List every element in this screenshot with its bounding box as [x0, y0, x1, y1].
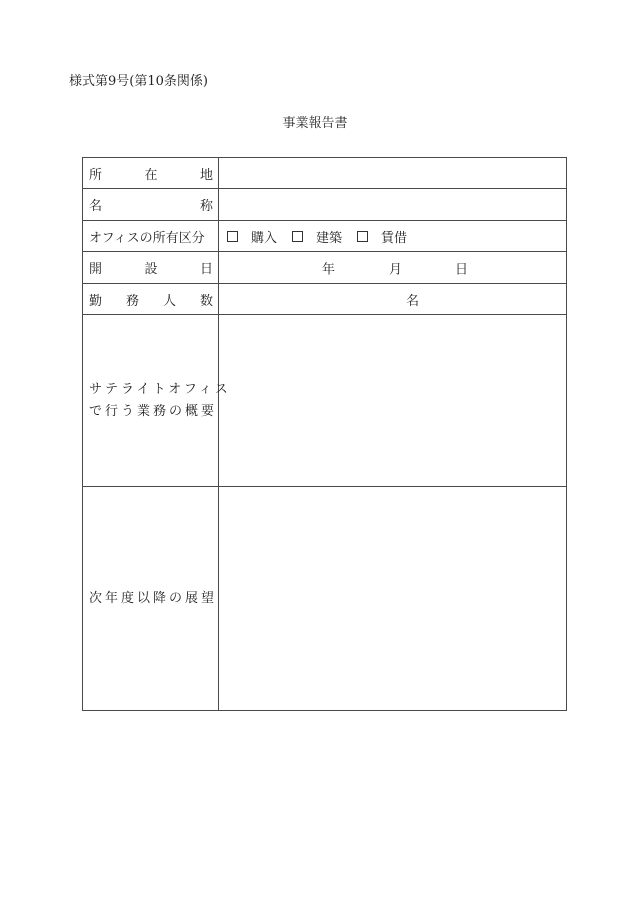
option-build[interactable]	[292, 227, 342, 246]
row-opening-date	[83, 252, 567, 284]
label-char: 地	[199, 167, 213, 183]
business-overview-field[interactable]	[219, 315, 567, 487]
opening-date-field[interactable]	[219, 252, 567, 284]
label-char: 設	[144, 262, 158, 277]
option-label: 賃借	[381, 230, 408, 246]
label-char: 務	[125, 293, 139, 309]
label-char: 名	[89, 199, 103, 214]
option-label: 建築	[316, 230, 343, 246]
year-unit: 年	[322, 262, 336, 277]
option-purchase[interactable]	[227, 227, 277, 246]
label-char: 勤	[89, 293, 103, 309]
row-business-overview	[83, 315, 567, 487]
document-title: 事業報告書	[282, 116, 348, 131]
ownership-options	[219, 221, 567, 252]
label-line: サテライトオフィス	[89, 381, 231, 397]
employees-field[interactable]	[219, 284, 567, 315]
row-address	[83, 158, 567, 189]
row-future-outlook	[83, 487, 567, 711]
label-char: 在	[144, 167, 158, 183]
checkbox-icon[interactable]	[292, 231, 303, 242]
row-ownership	[83, 221, 567, 252]
label-char: 称	[199, 199, 213, 214]
label-ownership: オフィスの所有区分	[83, 221, 219, 252]
label-char: 所	[89, 167, 103, 183]
label-future-outlook: 次年度以降の展望	[83, 487, 219, 711]
future-outlook-field[interactable]	[219, 487, 567, 711]
report-table	[82, 157, 567, 711]
option-label: 購入	[251, 230, 278, 246]
name-field[interactable]	[219, 189, 567, 221]
checkbox-icon[interactable]	[227, 231, 238, 242]
label-business-overview	[83, 315, 231, 487]
label-name	[83, 189, 219, 221]
label-address	[83, 158, 219, 189]
label-employees	[83, 284, 219, 315]
count-unit: 名	[405, 293, 419, 309]
row-name	[83, 189, 567, 221]
label-line: で行う業務の概要	[89, 403, 218, 419]
label-char: 数	[199, 293, 213, 309]
month-unit: 月	[389, 262, 403, 277]
label-char: 人	[162, 293, 176, 309]
form-number: 様式第9号(第10条関係)	[69, 74, 208, 89]
label-opening-date	[83, 252, 219, 284]
checkbox-icon[interactable]	[357, 231, 368, 242]
label-char: 日	[199, 262, 213, 277]
option-lease[interactable]	[357, 227, 407, 246]
label-char: 開	[89, 262, 103, 277]
address-field[interactable]	[219, 158, 567, 189]
row-employees	[83, 284, 567, 315]
day-unit: 日	[455, 262, 469, 277]
